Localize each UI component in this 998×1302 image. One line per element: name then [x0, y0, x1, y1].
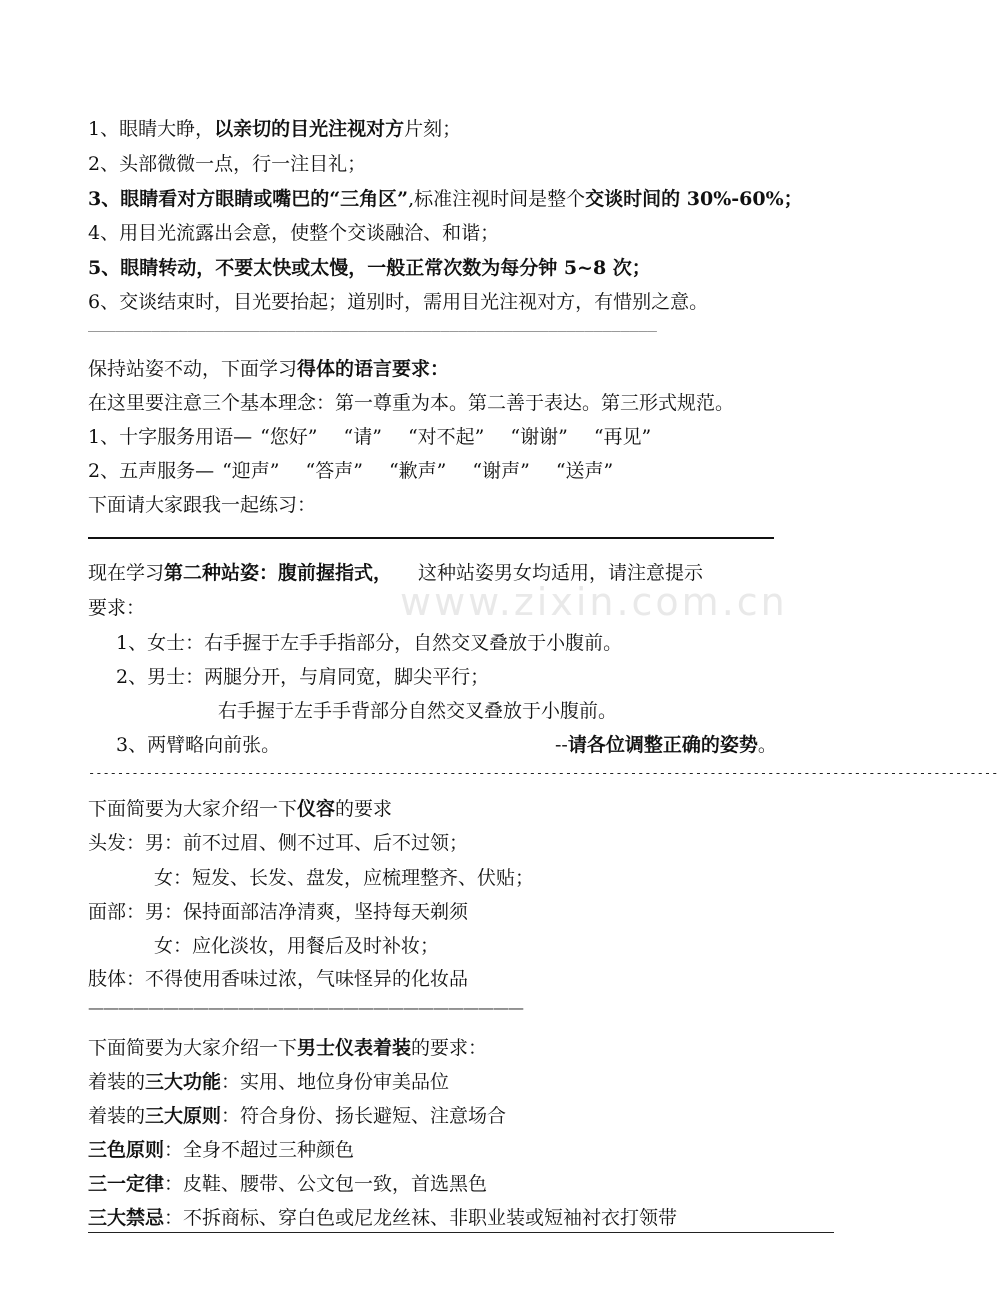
text: ：皮鞋、腰带、公文包一致，首选黑色 — [164, 1173, 488, 1195]
bold-text: 三色原则 — [88, 1139, 165, 1161]
text: ：全身不超过三种颜色 — [164, 1139, 355, 1161]
separator-4: ————————————————————————————— — [88, 998, 523, 1017]
stance-intro — [88, 562, 703, 584]
term: “歉声” — [388, 460, 447, 482]
term: “谢谢” — [510, 426, 568, 448]
bold-text: 眼睛看对方眼睛或嘴巴的“三角区” — [120, 188, 409, 210]
bold-text: 3、 — [88, 188, 121, 210]
text: -- — [555, 734, 568, 756]
text: ：实用、地位身份审美品位 — [221, 1071, 450, 1093]
stance-reminder — [555, 734, 777, 756]
attire-taboos — [88, 1207, 677, 1229]
text: 保持站姿不动，下面学习 — [88, 358, 298, 380]
bold-text: 三一定律 — [88, 1173, 165, 1195]
bottom-rule — [88, 1232, 834, 1233]
appearance-hair-male: 头发：男：前不过眉、侧不过耳、后不过领； — [88, 832, 469, 854]
bold-text: 三大原则 — [145, 1105, 222, 1127]
bold-text: 三大功能 — [145, 1071, 222, 1093]
eyes-line-6: 6、交谈结束时，目光要抬起；道别时，需用目光注视对方，有惜别之意。 — [88, 291, 709, 313]
term: “答声” — [305, 460, 363, 482]
appearance-body: 肢体：不得使用香味过浓，气味怪异的化妆品 — [88, 968, 469, 990]
language-concepts: 在这里要注意三个基本理念：第一尊重为本。第二善于表达。第三形式规范。 — [88, 392, 735, 414]
stance-intro-cont: 要求： — [88, 597, 146, 619]
stance-item-2: 2、男士：两腿分开，与肩同宽，脚尖平行； — [116, 666, 490, 688]
language-practice: 下面请大家跟我一起练习： — [88, 494, 317, 516]
text: 的要求： — [411, 1037, 488, 1059]
language-item-1 — [88, 426, 677, 448]
text: 下面简要为大家介绍一下 — [88, 1037, 298, 1059]
appearance-hair-female: 女：短发、长发、盘发，应梳理整齐、伏贴； — [154, 867, 535, 889]
bold-text: 男士仪表着装 — [297, 1037, 412, 1059]
bold-text: 三大禁忌 — [88, 1207, 165, 1229]
term: “对不起” — [407, 426, 485, 448]
stance-item-2-cont: 右手握于左手手背部分自然交叉叠放于小腹前。 — [218, 700, 618, 722]
attire-three-one-rule — [88, 1173, 487, 1195]
item-label: 2、五声服务— — [88, 460, 215, 482]
text: 片刻； — [404, 118, 462, 140]
separator-1: _______________________________________________________________ — [88, 314, 657, 332]
item-label: 1、十字服务用语— — [88, 426, 253, 448]
term: “再见” — [593, 426, 652, 448]
term: “送声” — [555, 460, 614, 482]
term: “迎声” — [222, 460, 280, 482]
attire-functions — [88, 1071, 449, 1093]
bold-text: 第二种站姿：腹前握指式， — [164, 562, 393, 584]
text: 现在学习 — [88, 562, 165, 584]
attire-principles — [88, 1105, 506, 1127]
eyes-line-1 — [88, 118, 461, 140]
stance-item-3: 3、两臂略向前张。 — [116, 734, 281, 756]
attire-three-colors — [88, 1139, 354, 1161]
bold-text: 仪容 — [297, 798, 336, 820]
text: 。 — [757, 734, 777, 756]
text: ：不拆商标、穿白色或尼龙丝袜、非职业装或短袖衬衣打领带 — [164, 1207, 678, 1229]
text: ,标准注视时间是整个 — [408, 188, 586, 210]
separator-2 — [88, 537, 774, 539]
text: 的要求 — [335, 798, 393, 820]
appearance-intro — [88, 798, 392, 820]
text: ：符合身份、扬长避短、注意场合 — [221, 1105, 507, 1127]
eyes-line-3 — [88, 188, 803, 210]
stance-item-1: 1、女士：右手握于左手手指部分，自然交叉叠放于小腹前。 — [116, 632, 623, 654]
eyes-line-5: 5、眼睛转动，不要太快或太慢，一般正常次数为每分钟 5~8 次； — [88, 257, 651, 279]
term: “您好” — [260, 426, 318, 448]
text: 着装的 — [88, 1105, 146, 1127]
appearance-face-male: 面部：男：保持面部洁净清爽，坚持每天剃须 — [88, 901, 469, 923]
term: “请” — [343, 426, 382, 448]
bold-text: 以亲切的目光注视对方 — [214, 118, 405, 140]
text: 1、眼睛大睁， — [88, 118, 215, 140]
text: 着装的 — [88, 1071, 146, 1093]
eyes-line-4: 4、用目光流露出会意，使整个交谈融洽、和谐； — [88, 222, 500, 244]
eyes-line-2: 2、头部微微一点，行一注目礼； — [88, 153, 367, 175]
separator-3: ------------------------------------------------------------------------------------------------------------------------------ — [88, 766, 998, 780]
term: “谢声” — [472, 460, 530, 482]
text: 下面简要为大家介绍一下 — [88, 798, 298, 820]
language-intro — [88, 358, 449, 380]
watermark: www.zixin.com.cn — [400, 580, 788, 624]
bold-text: 交谈时间的 30%-60%； — [585, 188, 803, 210]
bold-text: 得体的语言要求： — [297, 358, 450, 380]
language-item-2 — [88, 460, 639, 482]
bold-text: 请各位调整正确的姿势 — [567, 734, 758, 756]
appearance-face-female: 女：应化淡妆，用餐后及时补妆； — [154, 935, 440, 957]
text: 这种站姿男女均适用，请注意提示 — [418, 562, 704, 584]
attire-intro — [88, 1037, 487, 1059]
